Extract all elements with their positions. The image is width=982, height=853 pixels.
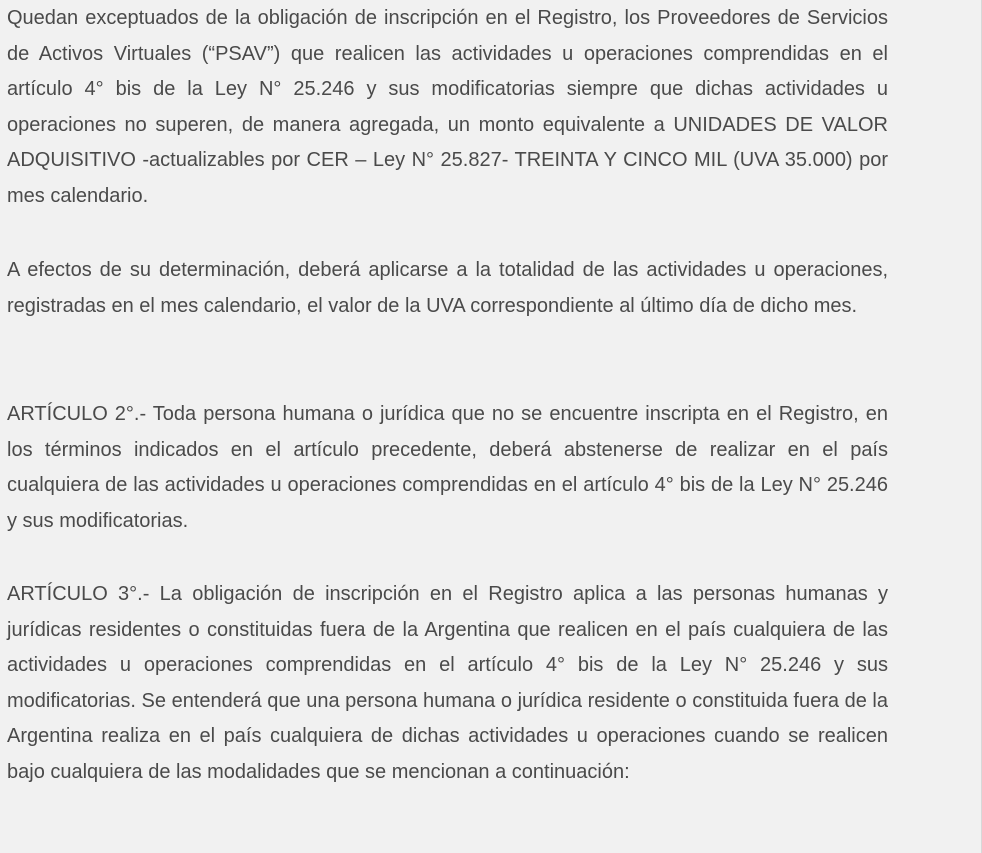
paragraph-determination: A efectos de su determinación, deberá aplicarse a la totalidad de las actividades u operaciones, registradas en el mes calendario, el valor de la UVA correspondiente al último día de dicho mes. (7, 259, 888, 317)
paragraph-exemption: Quedan exceptuados de la obligación de inscripción en el Registro, los Proveedores de Servicios de Activos Virtuales (“PSAV”) que realicen las actividades u operaciones comprendidas en el artículo 4° bis de la Ley N° 25.246 y sus modificatorias siempre que dichas actividades u operaciones no superen, de manera agregada, un monto equivalente a UNIDADES DE VALOR ADQUISITIVO -actualizables por CER – Ley N° 25.827- TREINTA Y CINCO MIL (UVA 35.000) por mes calendario. (7, 7, 888, 207)
paragraph-articulo-3: ARTÍCULO 3°.- La obligación de inscripción en el Registro aplica a las personas humanas y jurídicas residentes o constituidas fuera de la Argentina que realicen en el país cualquiera de las actividades u operaciones comprendidas en el artículo 4° bis de la Ley N° 25.246 y sus modificatorias. Se entenderá que una persona humana o jurídica residente o constituida fuera de la Argentina realiza en el país cualquiera de dichas actividades u operaciones cuando se realicen bajo cualquiera de las modalidades que se mencionan a continuación: (7, 583, 888, 783)
paragraph-articulo-2: ARTÍCULO 2°.- Toda persona humana o jurídica que no se encuentre inscripta en el Registro, en los términos indicados en el artículo precedente, deberá abstenerse de realizar en el país cualquiera de las actividades u operaciones comprendidas en el artículo 4° bis de la Ley N° 25.246 y sus modificatorias. (7, 403, 888, 532)
